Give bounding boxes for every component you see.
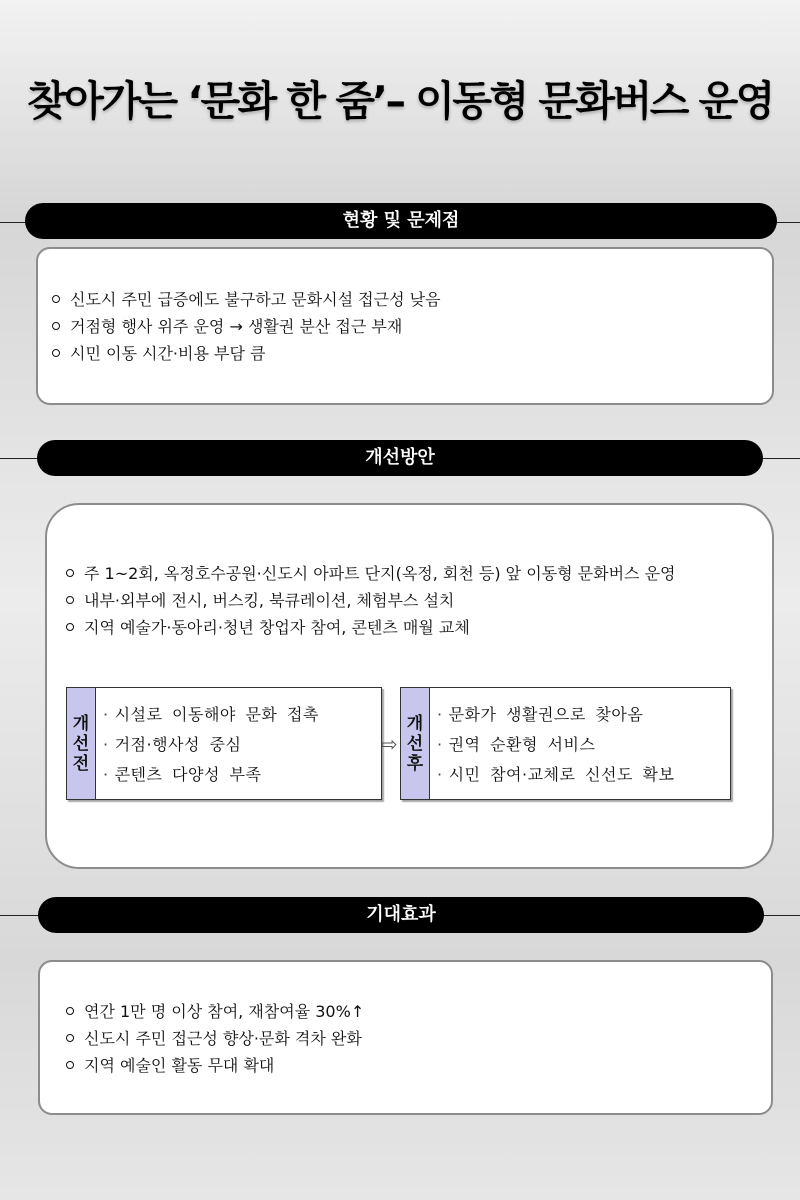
section-heading-improvement: 개선방안 bbox=[37, 440, 763, 476]
list-item: · 거점·행사성 중심 bbox=[103, 735, 242, 754]
circle-bullet-icon bbox=[52, 322, 60, 330]
circle-bullet-icon bbox=[52, 349, 60, 357]
after-panel bbox=[400, 687, 731, 800]
list-item: · 콘텐츠 다양성 부족 bbox=[103, 765, 262, 784]
list-item: 주 1~2회, 옥정호수공원·신도시 아파트 단지(옥정, 회천 등) 앞 이동형 문화버스 운영 bbox=[66, 560, 676, 587]
page-title: 찾아가는 ‘문화 한 줌’– 이동형 문화버스 운영 bbox=[27, 77, 773, 125]
before-panel bbox=[66, 687, 382, 800]
list-item: 연간 1만 명 이상 참여, 재참여율 30%↑ bbox=[66, 998, 364, 1025]
list-item: · 문화가 생활권으로 찾아옴 bbox=[437, 705, 644, 724]
circle-bullet-icon bbox=[66, 1061, 74, 1069]
list-item: · 시설로 이동해야 문화 접촉 bbox=[103, 705, 319, 724]
circle-bullet-icon bbox=[52, 295, 60, 303]
list-item: 지역 예술가·동아리·청년 창업자 참여, 콘텐츠 매월 교체 bbox=[66, 614, 676, 641]
circle-bullet-icon bbox=[66, 1034, 74, 1042]
list-item: 내부·외부에 전시, 버스킹, 북큐레이션, 체험부스 설치 bbox=[66, 587, 676, 614]
right-arrow-icon: ⇨ bbox=[381, 732, 398, 756]
after-tag: 개 선 후 bbox=[401, 688, 430, 799]
circle-bullet-icon bbox=[66, 596, 74, 604]
section-heading-effects: 기대효과 bbox=[38, 897, 764, 933]
circle-bullet-icon bbox=[66, 1007, 74, 1015]
list-item: 신도시 주민 접근성 향상·문화 격차 완화 bbox=[66, 1025, 364, 1052]
current-issues-box bbox=[36, 247, 774, 405]
list-item: 신도시 주민 급증에도 불구하고 문화시설 접근성 낮음 bbox=[52, 286, 441, 313]
effects-box bbox=[38, 960, 773, 1115]
list-item: 지역 예술인 활동 무대 확대 bbox=[66, 1052, 364, 1079]
section-heading-current: 현황 및 문제점 bbox=[25, 203, 777, 239]
circle-bullet-icon bbox=[66, 569, 74, 577]
list-item: · 권역 순환형 서비스 bbox=[437, 735, 596, 754]
list-item: 거점형 행사 위주 운영 → 생활권 분산 접근 부재 bbox=[52, 313, 441, 340]
before-tag: 개 선 전 bbox=[67, 688, 96, 799]
improvement-box bbox=[45, 503, 774, 869]
list-item: 시민 이동 시간·비용 부담 큼 bbox=[52, 340, 441, 367]
circle-bullet-icon bbox=[66, 623, 74, 631]
list-item: · 시민 참여·교체로 신선도 확보 bbox=[437, 765, 675, 784]
